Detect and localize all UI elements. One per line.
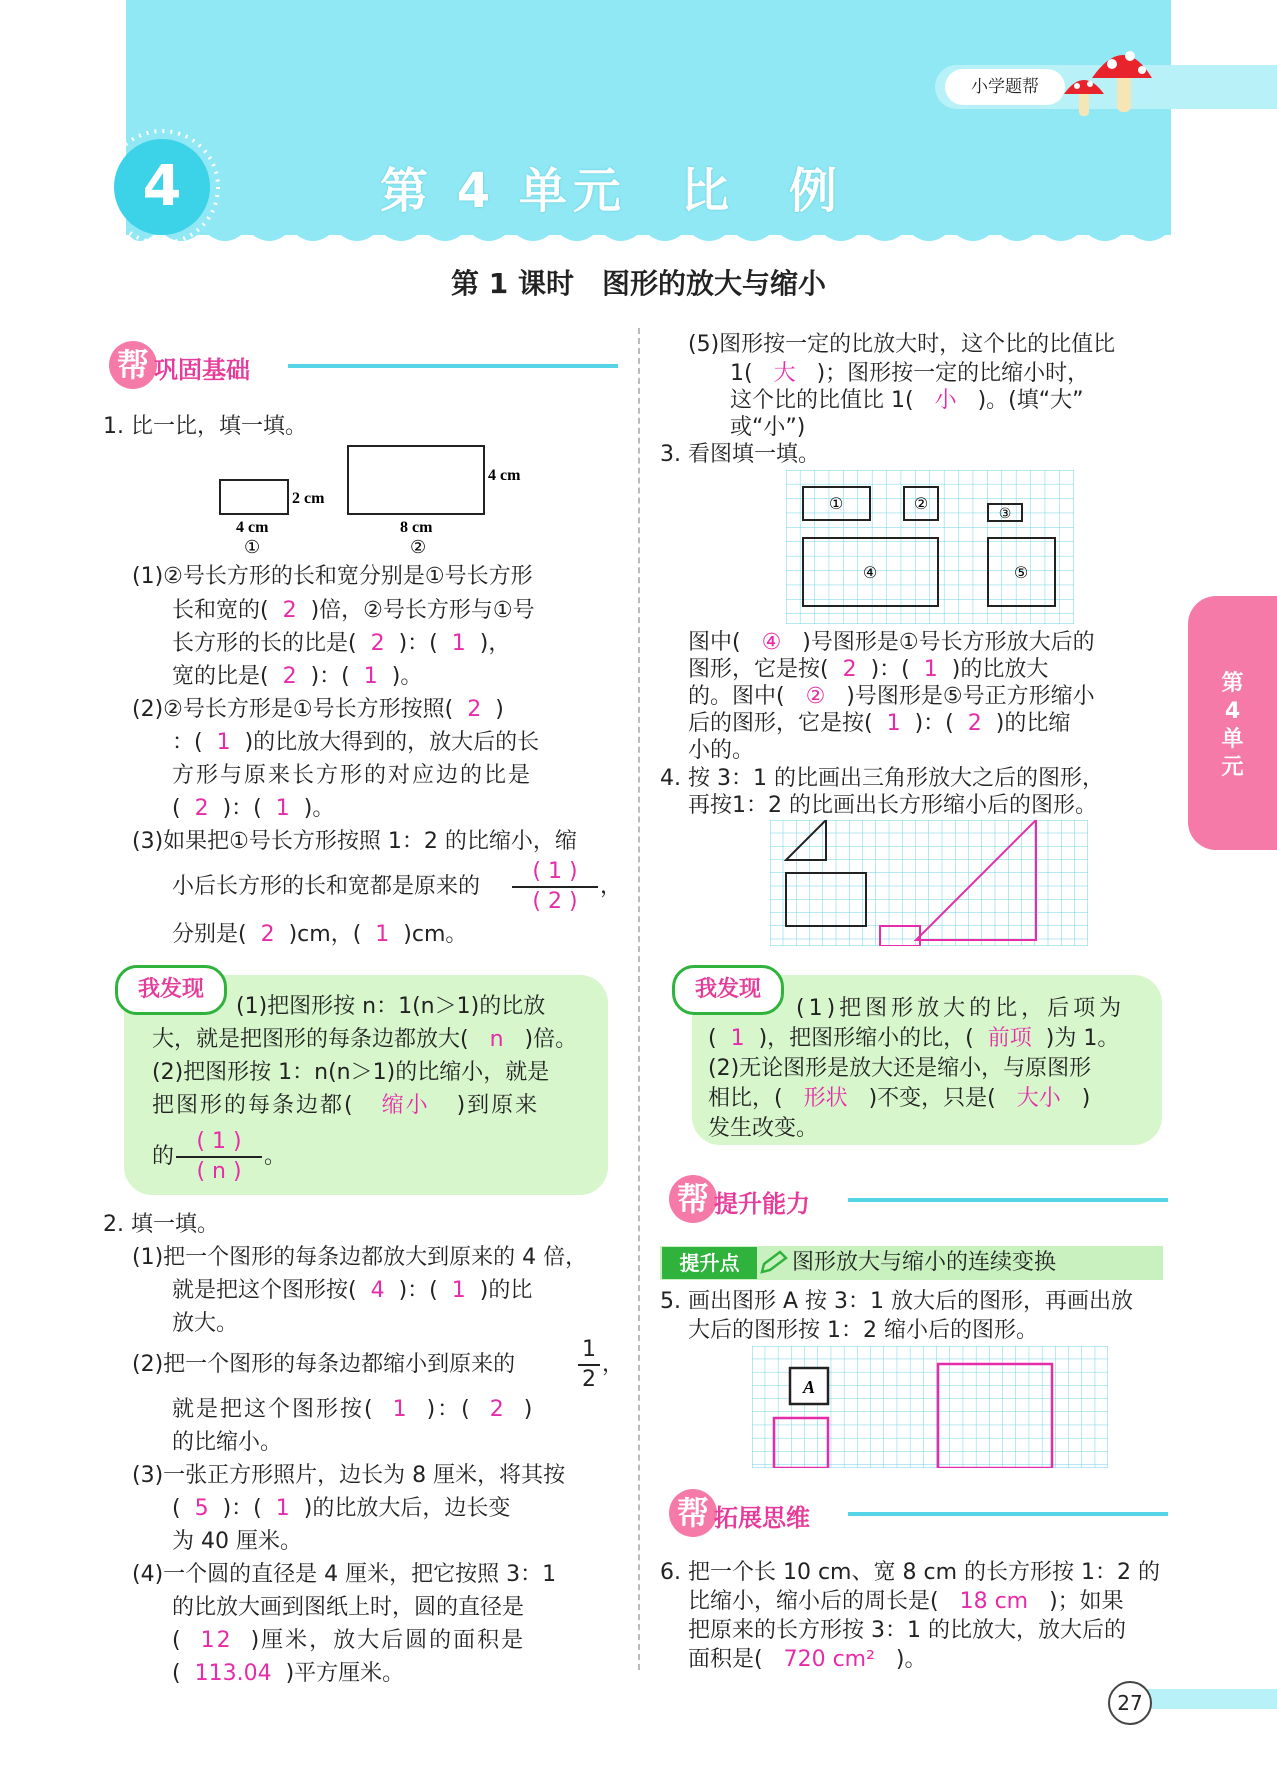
shape-label-2: ② (913, 494, 929, 513)
pencil-icon (758, 1250, 788, 1276)
discover1-line1: (1)把图形按 n：1(n＞1)的比放 (236, 994, 546, 1019)
discover1-line2: 大，就是把图形的每条边都放大( n )倍。 (152, 1027, 578, 1052)
q6-line2: 比缩小，缩小后的周长是( 18 cm )；如果 (688, 1589, 1124, 1614)
unit-number: 4 (142, 154, 182, 219)
q2-p2-fraction: $\frac{1}{2}$ (578, 1336, 600, 1394)
section-extend-header: 帮 拓展思维 (668, 1488, 1168, 1538)
q2-p4-line3: ( 12 )厘米，放大后圆的面积是 (172, 1628, 526, 1653)
side-tab-label: 第 4 单 元 (1221, 671, 1244, 780)
discover1-line4: 把图形的每条边都( 缩小 )到原来 (152, 1093, 540, 1118)
discover2-line4: 相比，( 形状 )不变，只是( 大小 ) (708, 1086, 1091, 1111)
q4-line2: 再按1：2 的比画出长方形缩小后的图形。 (688, 793, 1097, 818)
rect2-width: 8 cm (400, 519, 433, 536)
rect1-width: 4 cm (236, 519, 269, 536)
q1-p2-line1: (2)②号长方形是①号长方形按照( 2 ) (132, 697, 504, 722)
q2-p3-line2: ( 5 )：( 1 )的比放大后，边长变 (172, 1496, 511, 1521)
q3-line1: 图中( ④ )号图形是①号长方形放大后的 (688, 630, 1095, 655)
q5-line1: 5. 画出图形 A 按 3：1 放大后的图形，再画出放 (660, 1289, 1134, 1314)
mushroom-icon (1062, 42, 1152, 120)
q2-p4-line4: ( 113.04 )平方厘米。 (172, 1661, 405, 1686)
q2-title: 2. 填一填。 (103, 1212, 219, 1237)
discover2-line3: (2)无论图形是放大还是缩小，与原图形 (708, 1056, 1092, 1081)
q3-line4: 后的图形，它是按( 1 )：( 2 )的比缩 (688, 711, 1071, 736)
q2-p1-line3: 放大。 (172, 1311, 239, 1336)
q1-p3-fraction: $\frac{( 1 )}{( 2 )}$ (512, 858, 598, 916)
q6-line3: 把原来的长方形按 3：1 的比放大，放大后的 (688, 1618, 1126, 1643)
q2-p2-line3: 的比缩小。 (172, 1430, 283, 1455)
discover-badge-2: 我发现 (672, 965, 784, 1015)
banner-wave (126, 222, 1171, 252)
q2-p2-line2: 就是把这个图形按( 1 )：( 2 ) (172, 1397, 535, 1422)
q6-line1: 6. 把一个长 10 cm、宽 8 cm 的长方形按 1：2 的 (660, 1560, 1160, 1585)
q3-line3: 的。图中( ② )号图形是⑤号正方形缩小 (688, 684, 1095, 709)
q1-p1-line2: 长和宽的( 2 )倍，②号长方形与①号 (172, 598, 535, 623)
q2-p4-line2: 的比放大画到图纸上时，圆的直径是 (172, 1595, 525, 1620)
rect1-height: 2 cm (292, 490, 325, 507)
shape-label-1: ① (828, 494, 844, 513)
q1-p2-line4: ( 2 )：( 1 )。 (172, 796, 335, 821)
q1-p1-line4: 宽的比是( 2 )：( 1 )。 (172, 664, 423, 689)
q3-line2: 图形，它是按( 2 )：( 1 )的比放大 (688, 657, 1049, 682)
q5-line2: 大后的图形按 1：2 缩小后的图形。 (688, 1318, 1038, 1343)
q1-p1-line1: (1)②号长方形的长和宽分别是①号长方形 (132, 564, 533, 589)
q2-p3-line1: (3)一张正方形照片，边长为 8 厘米，将其按 (132, 1463, 566, 1488)
q1-p2-line3: 方形与原来长方形的对应边的比是 (172, 763, 533, 788)
q1-p2-line2: ：( 1 )的比放大得到的，放大后的长 (172, 730, 540, 755)
q2-p3-line3: 为 40 厘米。 (172, 1529, 302, 1554)
shape-label-5: ⑤ (1013, 563, 1029, 582)
q1-p3-line3: 分别是( 2 )cm，( 1 )cm。 (172, 922, 468, 947)
point-text: 图形放大与缩小的连续变换 (792, 1250, 1057, 1275)
q2-p4-line1: (4)一个圆的直径是 4 厘米，把它按照 3：1 (132, 1562, 557, 1587)
q1-p3-line1: (3)如果把①号长方形按照 1：2 的比缩小，缩 (132, 829, 577, 854)
column-divider (638, 328, 640, 1670)
q4-line1: 4. 按 3：1 的比画出三角形放大之后的图形， (660, 766, 1104, 791)
q1-rectangles-figure (210, 440, 540, 560)
unit-title: 第 4 单元 比 例 (380, 163, 843, 219)
brand-name: 小学题帮 (945, 69, 1065, 105)
rect1-number: ① (244, 537, 261, 558)
rect2-height: 4 cm (488, 467, 521, 484)
q3-line5: 小的。 (688, 738, 755, 763)
q2-p1-line1: (1)把一个图形的每条边都放大到原来的 4 倍， (132, 1245, 588, 1270)
discover2-line1: (1)把图形放大的比，后项为 (796, 996, 1126, 1021)
q3-grid-figure (786, 470, 1074, 624)
q2-p5-line3: 这个比的比值比 1( 小 )。(填“大” (730, 388, 1084, 413)
discover2-line5: 发生改变。 (708, 1116, 819, 1141)
q1-p1-line3: 长方形的长的比是( 2 )：( 1 )， (172, 631, 511, 656)
discover1-line3: (2)把图形按 1：n(n＞1)的比缩小，就是 (152, 1060, 550, 1085)
discover1-line5a: 的 (152, 1144, 175, 1169)
q2-p5-line1: (5)图形按一定的比放大时，这个比的比值比 (688, 332, 1116, 357)
q4-grid-figure (770, 820, 1088, 946)
q1-title: 1. 比一比，填一填。 (103, 414, 307, 439)
q1-p3-line2: 小后长方形的长和宽都是原来的 (172, 874, 481, 899)
shape-a-label: A (802, 1377, 816, 1397)
section-improve-header: 帮 提升能力 (668, 1174, 1168, 1224)
discover1-fraction: $\frac{( 1 )}{( n )}$ (176, 1128, 262, 1186)
point-badge: 提升点 (662, 1247, 757, 1279)
lesson-title: 第 1 课时 图形的放大与缩小 (451, 267, 826, 300)
discover-badge-1: 我发现 (115, 965, 227, 1015)
q2-p5-line2: 1( 大 )；图形按一定的比缩小时， (730, 361, 1090, 386)
discover1-line5b: 。 (264, 1144, 287, 1169)
shape-label-4: ④ (862, 563, 878, 582)
q3-title: 3. 看图填一填。 (660, 442, 820, 467)
q2-p1-line2: 就是把这个图形按( 4 )：( 1 )的比 (172, 1278, 533, 1303)
shape-label-3: ③ (998, 506, 1012, 522)
q5-grid-figure (752, 1346, 1108, 1468)
rect2-number: ② (410, 537, 427, 558)
q6-line4: 面积是( 720 cm² )。 (688, 1647, 927, 1672)
page-number: 27 (1108, 1681, 1152, 1725)
section-basic-header: 帮 巩固基础 (108, 340, 618, 390)
discover2-line2: ( 1 )，把图形缩小的比，( 前项 )为 1。 (708, 1026, 1120, 1051)
q2-p5-line4: 或“小”) (730, 415, 806, 440)
q2-p2-line1: (2)把一个图形的每条边都缩小到原来的 (132, 1352, 516, 1377)
